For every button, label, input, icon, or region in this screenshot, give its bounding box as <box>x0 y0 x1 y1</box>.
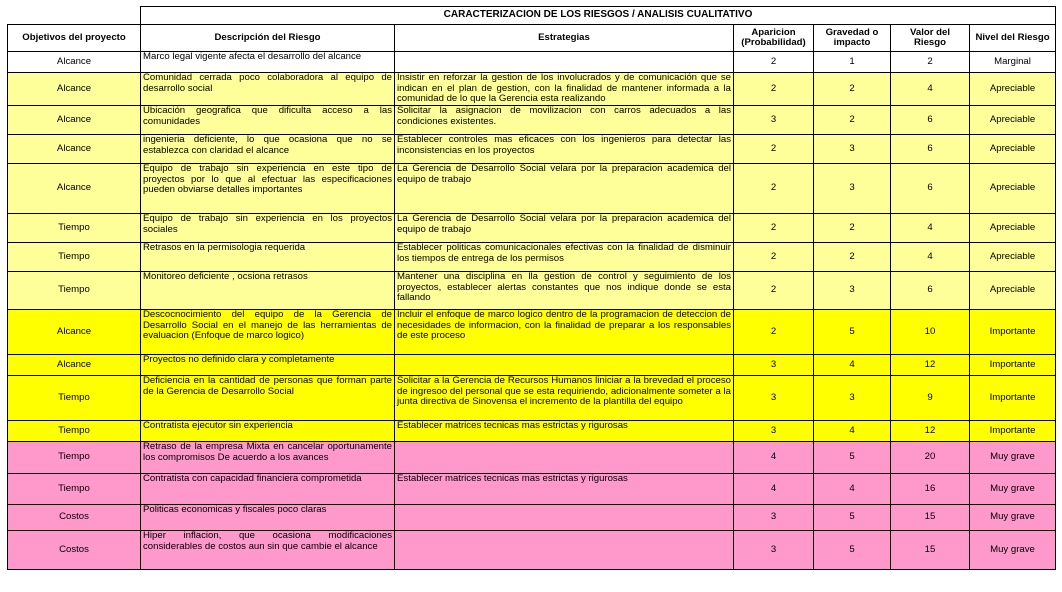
table-row <box>8 106 1056 135</box>
cell-gravedad: 2 <box>814 106 891 135</box>
cell-valor: 4 <box>891 73 970 106</box>
cell-valor: 20 <box>891 442 970 474</box>
cell-aparicion: 2 <box>734 73 814 106</box>
cell-estrategia: Solicitar la asignacion de movilizacion con carros adecuados a las condiciones existentes. <box>395 106 734 135</box>
cell-aparicion: 3 <box>734 355 814 376</box>
header-valor: Valor del Riesgo <box>891 25 970 52</box>
cell-aparicion: 2 <box>734 243 814 272</box>
cell-objetivo: Alcance <box>8 135 141 164</box>
cell-gravedad: 3 <box>814 272 891 310</box>
cell-estrategia: Solicitar a la Gerencia de Recursos Humanos liniciar a la brevedad el proceso de ingresoo del personal que se esta requiriendo, adicionalmente someter a la junta directiva de Sinovensa el incremento de la plantilla del equipo <box>395 376 734 421</box>
cell-nivel: Apreciable <box>970 73 1056 106</box>
cell-objetivo: Alcance <box>8 310 141 355</box>
cell-gravedad: 2 <box>814 243 891 272</box>
cell-valor: 15 <box>891 531 970 570</box>
cell-gravedad: 1 <box>814 52 891 73</box>
cell-gravedad: 3 <box>814 376 891 421</box>
cell-descripcion: Ubicación geografica que dificulta acceso a las comunidades <box>141 106 395 135</box>
header-estrategias: Estrategias <box>395 25 734 52</box>
cell-nivel: Apreciable <box>970 164 1056 214</box>
cell-gravedad: 2 <box>814 73 891 106</box>
table-row <box>8 421 1056 442</box>
cell-nivel: Importante <box>970 355 1056 376</box>
cell-estrategia: Insistir en reforzar la gestion de los involucrados y de comunicación que se indican en el plan de gestion, con la finalidad de mantener informada a la comunidad de lo que la Gerencia esta realizando <box>395 73 734 106</box>
cell-objetivo: Tiempo <box>8 214 141 243</box>
table-row <box>8 52 1056 73</box>
cell-descripcion: Deficiencia en la cantidad de personas que forman parte de la Gerencia de Desarrollo Social <box>141 376 395 421</box>
cell-objetivo: Tiempo <box>8 421 141 442</box>
cell-estrategia: Mantener una disciplina en lla gestion de control y seguimiento de los proyectos, establecer alertas constantes que nos indique donde se esta fallando <box>395 272 734 310</box>
table-title: CARACTERIZACION DE LOS RIESGOS / ANALISIS CUALITATIVO <box>141 7 1056 25</box>
cell-nivel: Apreciable <box>970 135 1056 164</box>
cell-valor: 12 <box>891 355 970 376</box>
risk-rows <box>8 52 1056 570</box>
cell-valor: 6 <box>891 106 970 135</box>
cell-aparicion: 2 <box>734 52 814 73</box>
cell-descripcion: Descocnocimiento del equipo de la Gerencia de Desarrollo Social en el manejo de las herramientas de evaluacion (Enfoque de marco logico) <box>141 310 395 355</box>
table-row <box>8 243 1056 272</box>
cell-valor: 6 <box>891 272 970 310</box>
table-row <box>8 214 1056 243</box>
cell-descripcion: Contratista con capacidad financiera comprometida <box>141 474 395 505</box>
cell-objetivo: Tiempo <box>8 243 141 272</box>
cell-gravedad: 3 <box>814 135 891 164</box>
cell-objetivo: Costos <box>8 505 141 531</box>
cell-gravedad: 5 <box>814 505 891 531</box>
cell-nivel: Importante <box>970 310 1056 355</box>
cell-gravedad: 2 <box>814 214 891 243</box>
cell-objetivo: Tiempo <box>8 272 141 310</box>
header-descripcion: Descripción del Riesgo <box>141 25 395 52</box>
cell-estrategia <box>395 442 734 474</box>
cell-gravedad: 4 <box>814 421 891 442</box>
cell-objetivo: Alcance <box>8 355 141 376</box>
cell-descripcion: Monitoreo deficiente , ocsiona retrasos <box>141 272 395 310</box>
table-row <box>8 135 1056 164</box>
table-row <box>8 272 1056 310</box>
table-row <box>8 355 1056 376</box>
cell-gravedad: 3 <box>814 164 891 214</box>
cell-nivel: Apreciable <box>970 272 1056 310</box>
cell-nivel: Importante <box>970 421 1056 442</box>
cell-estrategia: Establecer politicas comunicacionales efectivas con la finalidad de disminuir los tiempos de entrega de los permisos <box>395 243 734 272</box>
cell-aparicion: 4 <box>734 474 814 505</box>
cell-nivel: Muy grave <box>970 474 1056 505</box>
header-nivel: Nivel del Riesgo <box>970 25 1056 52</box>
cell-aparicion: 4 <box>734 442 814 474</box>
cell-aparicion: 3 <box>734 106 814 135</box>
cell-gravedad: 5 <box>814 442 891 474</box>
cell-estrategia: Establecer matrices tecnicas mas estrictas y rigurosas <box>395 421 734 442</box>
cell-nivel: Marginal <box>970 52 1056 73</box>
cell-descripcion: Politicas economicas y fiscales poco claras <box>141 505 395 531</box>
cell-gravedad: 5 <box>814 310 891 355</box>
header-objetivos: Objetivos del proyecto <box>8 25 141 52</box>
cell-estrategia: La Gerencia de Desarrollo Social velara por la preparacion academica del equipo de trabajo <box>395 214 734 243</box>
cell-aparicion: 3 <box>734 421 814 442</box>
cell-objetivo: Alcance <box>8 52 141 73</box>
cell-descripcion: Proyectos no definido clara y completamente <box>141 355 395 376</box>
cell-estrategia: Establecer matrices tecnicas mas estrictas y rigurosas <box>395 474 734 505</box>
cell-nivel: Muy grave <box>970 442 1056 474</box>
cell-nivel: Apreciable <box>970 106 1056 135</box>
cell-aparicion: 2 <box>734 272 814 310</box>
cell-valor: 4 <box>891 214 970 243</box>
cell-descripcion: Hiper inflacion, que ocasiona modificaciones considerables de costos aun sin que cambie el alcance <box>141 531 395 570</box>
cell-estrategia <box>395 355 734 376</box>
cell-estrategia: Incluir el enfoque de marco logico dentro de la programacion de deteccion de necesidades de informacion, con la finalidad de preparar a los responsables de este proceso <box>395 310 734 355</box>
cell-aparicion: 2 <box>734 310 814 355</box>
cell-estrategia: La Gerencia de Desarrollo Social velara por la preparacion academica del equipo de trabajo <box>395 164 734 214</box>
cell-descripcion: Comunidad cerrada poco colaboradora al equipo de desarrollo social <box>141 73 395 106</box>
table-row <box>8 310 1056 355</box>
table-row <box>8 376 1056 421</box>
cell-valor: 10 <box>891 310 970 355</box>
cell-valor: 2 <box>891 52 970 73</box>
cell-descripcion: Equipo de trabajo sin experiencia en los proyectos sociales <box>141 214 395 243</box>
cell-aparicion: 2 <box>734 214 814 243</box>
cell-aparicion: 2 <box>734 164 814 214</box>
cell-estrategia: Establecer controles mas eficaces con los ingenieros para detectar las inconsistencias en los proyectos <box>395 135 734 164</box>
cell-descripcion: Equipo de trabajo sin experiencia en este tipo de proyectos por lo que al efectuar las especificaciones pueden obviarse detalles importantes <box>141 164 395 214</box>
cell-valor: 4 <box>891 243 970 272</box>
cell-nivel: Muy grave <box>970 505 1056 531</box>
cell-objetivo: Alcance <box>8 73 141 106</box>
table-row <box>8 505 1056 531</box>
cell-estrategia <box>395 531 734 570</box>
cell-aparicion: 3 <box>734 505 814 531</box>
cell-gravedad: 5 <box>814 531 891 570</box>
cell-valor: 9 <box>891 376 970 421</box>
cell-valor: 15 <box>891 505 970 531</box>
cell-aparicion: 3 <box>734 531 814 570</box>
cell-estrategia <box>395 52 734 73</box>
cell-estrategia <box>395 505 734 531</box>
corner-blank-cell <box>8 7 141 25</box>
cell-objetivo: Tiempo <box>8 442 141 474</box>
cell-objetivo: Alcance <box>8 164 141 214</box>
header-row <box>8 25 1056 52</box>
cell-objetivo: Tiempo <box>8 376 141 421</box>
cell-nivel: Importante <box>970 376 1056 421</box>
header-aparicion: Aparicion (Probabilidad) <box>734 25 814 52</box>
cell-valor: 6 <box>891 135 970 164</box>
table-row <box>8 474 1056 505</box>
cell-descripcion: Retraso de la empresa Mixta en cancelar oportunamente los compromisos De acuerdo a los avances <box>141 442 395 474</box>
cell-descripcion: Retrasos en la permisologia requerida <box>141 243 395 272</box>
cell-objetivo: Alcance <box>8 106 141 135</box>
cell-nivel: Apreciable <box>970 243 1056 272</box>
table-row <box>8 531 1056 570</box>
cell-gravedad: 4 <box>814 474 891 505</box>
cell-nivel: Apreciable <box>970 214 1056 243</box>
cell-valor: 12 <box>891 421 970 442</box>
header-gravedad: Gravedad o impacto <box>814 25 891 52</box>
cell-aparicion: 3 <box>734 376 814 421</box>
cell-descripcion: ingenieria deficiente, lo que ocasiona que no se establezca con claridad el alcance <box>141 135 395 164</box>
cell-descripcion: Contratista ejecutor sin experiencia <box>141 421 395 442</box>
cell-gravedad: 4 <box>814 355 891 376</box>
table-row <box>8 442 1056 474</box>
cell-objetivo: Costos <box>8 531 141 570</box>
cell-aparicion: 2 <box>734 135 814 164</box>
cell-valor: 6 <box>891 164 970 214</box>
table-row <box>8 164 1056 214</box>
table-row <box>8 73 1056 106</box>
cell-descripcion: Marco legal vigente afecta el desarrollo del alcance <box>141 52 395 73</box>
cell-objetivo: Tiempo <box>8 474 141 505</box>
cell-nivel: Muy grave <box>970 531 1056 570</box>
risk-characterization-table <box>7 6 1056 570</box>
cell-valor: 16 <box>891 474 970 505</box>
